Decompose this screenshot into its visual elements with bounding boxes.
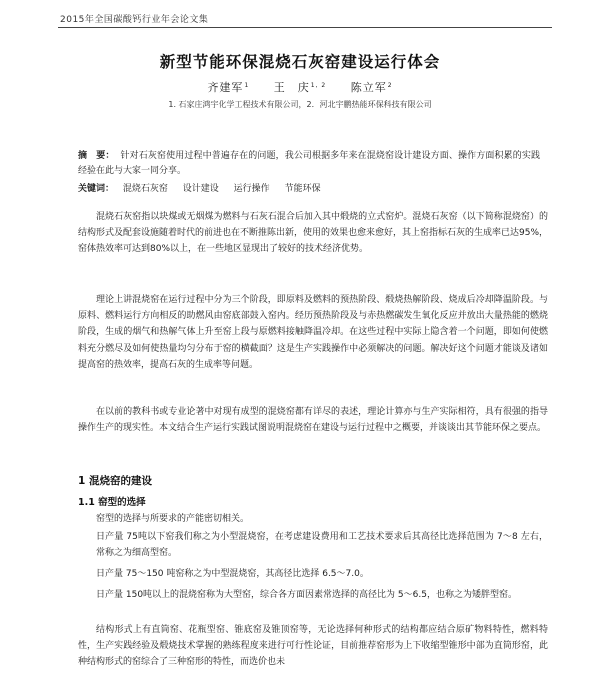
author-3-affil-mark: 2: [387, 82, 393, 89]
keyword: 运行操作: [233, 184, 270, 194]
author-3-name: 陈立军: [350, 81, 387, 94]
author-2: [274, 81, 326, 94]
keyword: 设计建设: [182, 184, 219, 194]
author-1-name: 齐建军: [207, 81, 244, 94]
body-paragraph-3: 在以前的教科书或专业论著中对现有成型的混烧窑都有详尽的表述，理论计算亦与生产实际相符，具有很强的指导操作生产的现实性。本文结合生产运行实践试图说明混烧窑在建设与运行过程中之概要，并谈谈出其节能环保之要点。: [78, 407, 548, 434]
running-head: 2015年全国碳酸钙行业年会论文集: [60, 15, 209, 25]
body-paragraph-2: 理论上讲混烧窑在运行过程中分为三个阶段，即原料及燃料的预热阶段、煅烧热解阶段、烧成后冷却降温阶段。与原料、燃料运行方向相反的助燃风由窑底部鼓入窑内。经历预热阶段及与赤热燃碳发生氧化反应并放出大量热能的燃烧阶段，生成的烟气和热解气体上升至窑上段与原燃料接触降温冷却。在这些过程中实际上隐含着一个问题，即如何使燃料充分燃尽及如何使热量均匀分布于窑的横截面？这是生产实践操作中必须解决的问题。解决好这个问题才能谈及诸如提高窑的热效率，提高石灰的生成率等问题。: [78, 295, 548, 370]
keyword: 节能环保: [284, 184, 321, 194]
author-2-name: 王 庆: [273, 81, 310, 94]
affiliations: 1. 石家庄鸿宇化学工程技术有限公司，2．河北宇鹏热能环保科技有限公司: [168, 100, 432, 109]
author-1-affil-mark: 1: [244, 82, 250, 89]
article-title: 新型节能环保混烧石灰窑建设运行体会: [159, 53, 441, 71]
subsection-heading: 1.1 窑型的选择: [78, 497, 146, 508]
body-paragraph-1: 混烧石灰窑指以块煤或无烟煤为燃料与石灰石混合后加入其中煅烧的立式窑炉。混烧石灰窑（以下简称混烧窑）的结构形式及配套设施随着时代的前进也在不断推陈出新，使用的效果也愈来愈好，其上窑指标石灰的生成率已达95%，窑体热效率可达到80%以上，在一些地区显现出了较好的技术经济优势。: [78, 212, 549, 255]
keyword: 混烧石灰窑: [122, 184, 168, 194]
abstract-label: 摘 要：: [78, 151, 115, 161]
author-1: [207, 81, 249, 94]
author-2-affil-mark: 1, 2: [310, 82, 327, 89]
section-heading: 1 混烧窑的建设: [78, 475, 152, 487]
keywords: [78, 181, 540, 194]
abstract: [78, 149, 540, 179]
author-3: [351, 81, 393, 94]
body-line-3: 日产量 75～150 吨窑称之为中型混烧窑，其高径比选择 6.5～7.0。: [96, 569, 369, 579]
body-line-1: 窑型的选择与所要求的产能密切相关。: [96, 514, 250, 524]
author-list: [0, 79, 600, 95]
body-paragraph-4: 结构形式上有直筒窑、花瓶型窑、锥底窑及锥顶窑等，无论选择何种形式的结构都应结合原矿物料特性，燃料特性，生产实践经验及煅烧技术掌握的熟练程度来进行可行性论证，目前推荐窑形为上下收缩型锥形中部为直筒形窑，此种结构形式的窑综合了三种窑形的特性，而选价也未: [78, 625, 548, 668]
abstract-text: 针对石灰窑使用过程中普遍存在的问题，我公司根据多年来在混烧窑设计建设方面、操作方面积累的实践经验在此与大家一同分享。: [78, 151, 540, 176]
keywords-label: 关键词：: [78, 184, 115, 194]
header-rule: [58, 27, 552, 28]
body-line-2: 日产量 75吨以下窑我们称之为小型混烧窑，在考虑建设费用和工艺技术要求后其高径比选择范围为 7～8 左右，常称之为细高型窑。: [96, 532, 548, 559]
body-line-4: 日产量 150吨以上的混烧窑称为大型窑，综合各方面因素常选择的高径比为 5～6.5，也称之为矮胖型窑。: [96, 590, 517, 600]
